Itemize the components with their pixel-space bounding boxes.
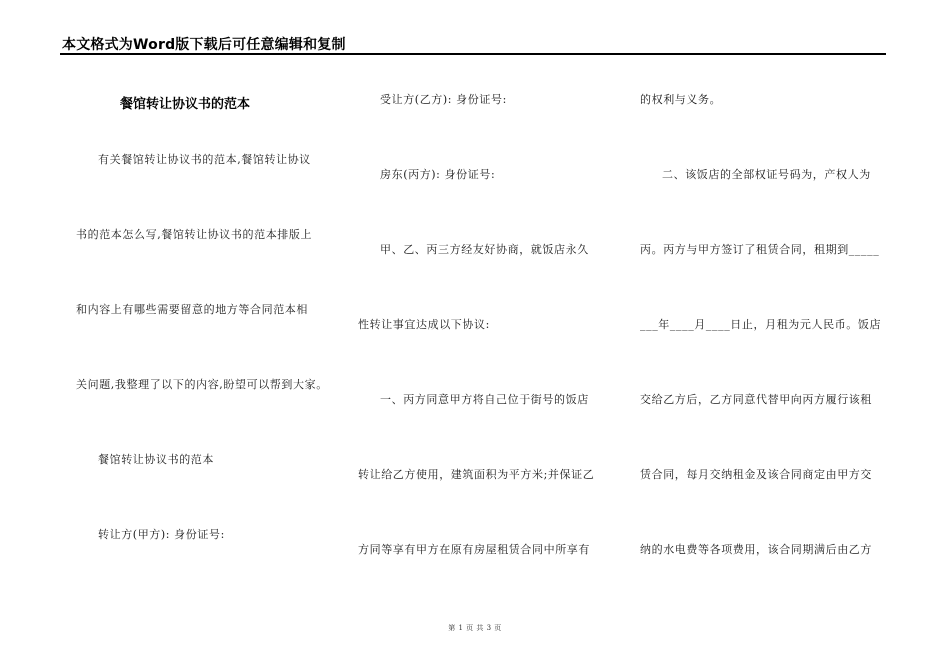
col2-line-1: 受让方(乙方): 身份证号: [380, 93, 507, 106]
document-header: 本文格式为Word版下载后可任意编辑和复制 [62, 37, 346, 53]
document-title: 餐馆转让协议书的范本 [120, 97, 251, 112]
col2-line-4: 性转让事宜达成以下协议: [358, 318, 490, 331]
col2-line-6: 转让给乙方使用，建筑面积为平方米;并保证乙 [358, 468, 595, 481]
page-number: 第 1 页 共 3 页 [448, 624, 502, 632]
col1-line-6: 转让方(甲方): 身份证号: [98, 528, 225, 541]
col3-line-5: 交给乙方后，乙方同意代替甲向丙方履行该租 [640, 393, 872, 406]
col2-line-5: 一、丙方同意甲方将自己位于街号的饭店 [380, 393, 589, 406]
col3-line-7: 纳的水电费等各项费用，该合同期满后由乙方 [640, 543, 872, 556]
col2-line-3: 甲、乙、丙三方经友好协商，就饭店永久 [380, 243, 589, 256]
col1-line-2: 书的范本怎么写,餐馆转让协议书的范本排版上 [76, 228, 313, 241]
col2-line-7: 方同等享有甲方在原有房屋租赁合同中所享有 [358, 543, 590, 556]
col3-line-3: 丙。丙方与甲方签订了租赁合同，租期到_____ [640, 243, 880, 256]
col2-line-2: 房东(丙方): 身份证号: [380, 168, 496, 181]
col1-line-3: 和内容上有哪些需要留意的地方等合同范本相 [76, 303, 308, 316]
col1-line-1: 有关餐馆转让协议书的范本,餐馆转让协议 [98, 153, 311, 166]
col1-line-4: 关问题,我整理了以下的内容,盼望可以帮到大家。 [76, 378, 328, 391]
col3-line-2: 二、该饭店的全部权证号码为，产权人为 [662, 168, 871, 181]
col3-line-6: 赁合同，每月交纳租金及该合同商定由甲方交 [640, 468, 872, 481]
col1-line-5: 餐馆转让协议书的范本 [98, 453, 214, 466]
col3-line-1: 的权利与义务。 [640, 93, 722, 106]
header-divider [60, 53, 886, 55]
col3-line-4: ___年____月____日止，月租为元人民币。饭店 [640, 318, 882, 331]
